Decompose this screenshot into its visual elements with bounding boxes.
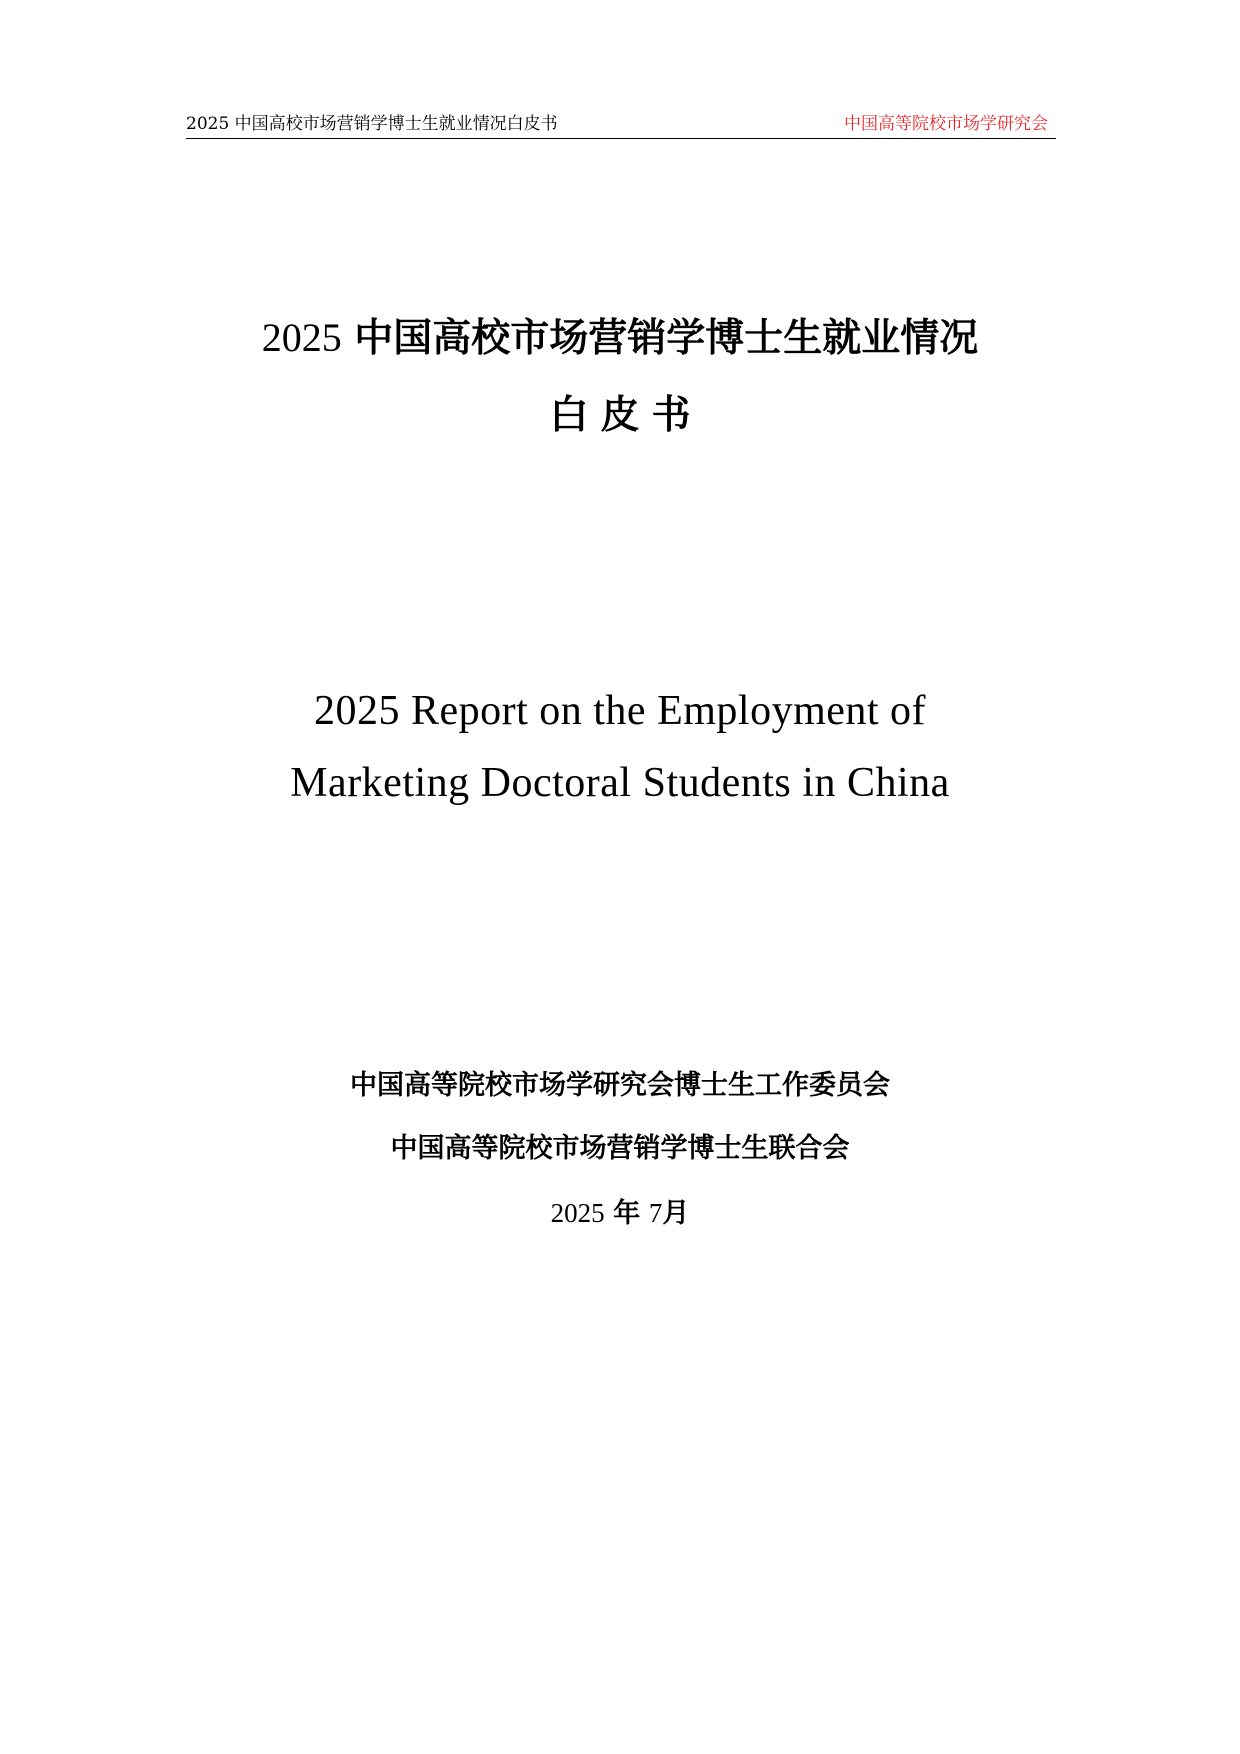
date-year: 2025 xyxy=(550,1198,605,1228)
page-header xyxy=(186,112,1056,139)
chinese-title-text: 中国高校市场营销学博士生就业情况 xyxy=(354,316,979,361)
chinese-title-year: 2025 xyxy=(261,315,342,360)
english-title-line2: Marketing Doctoral Students in China xyxy=(290,760,950,806)
header-organization: 中国高等院校市场学研究会 xyxy=(844,114,1048,134)
publication-date xyxy=(0,1195,1240,1232)
organization-line1: 中国高等院校市场学研究会博士生工作委员会 xyxy=(350,1070,890,1101)
chinese-title-line2: 白皮书 xyxy=(549,393,703,438)
date-year-unit: 年 xyxy=(613,1198,641,1229)
date-month: 7 xyxy=(648,1198,663,1228)
header-document-title: 2025 中国高校市场营销学博士生就业情况白皮书 xyxy=(186,114,558,134)
organization-line2: 中国高等院校市场营销学博士生联合会 xyxy=(390,1133,850,1164)
english-title-line1: 2025 Report on the Employment of xyxy=(313,688,927,734)
chinese-title-line1 xyxy=(0,312,1240,365)
date-month-unit: 月 xyxy=(662,1198,690,1229)
